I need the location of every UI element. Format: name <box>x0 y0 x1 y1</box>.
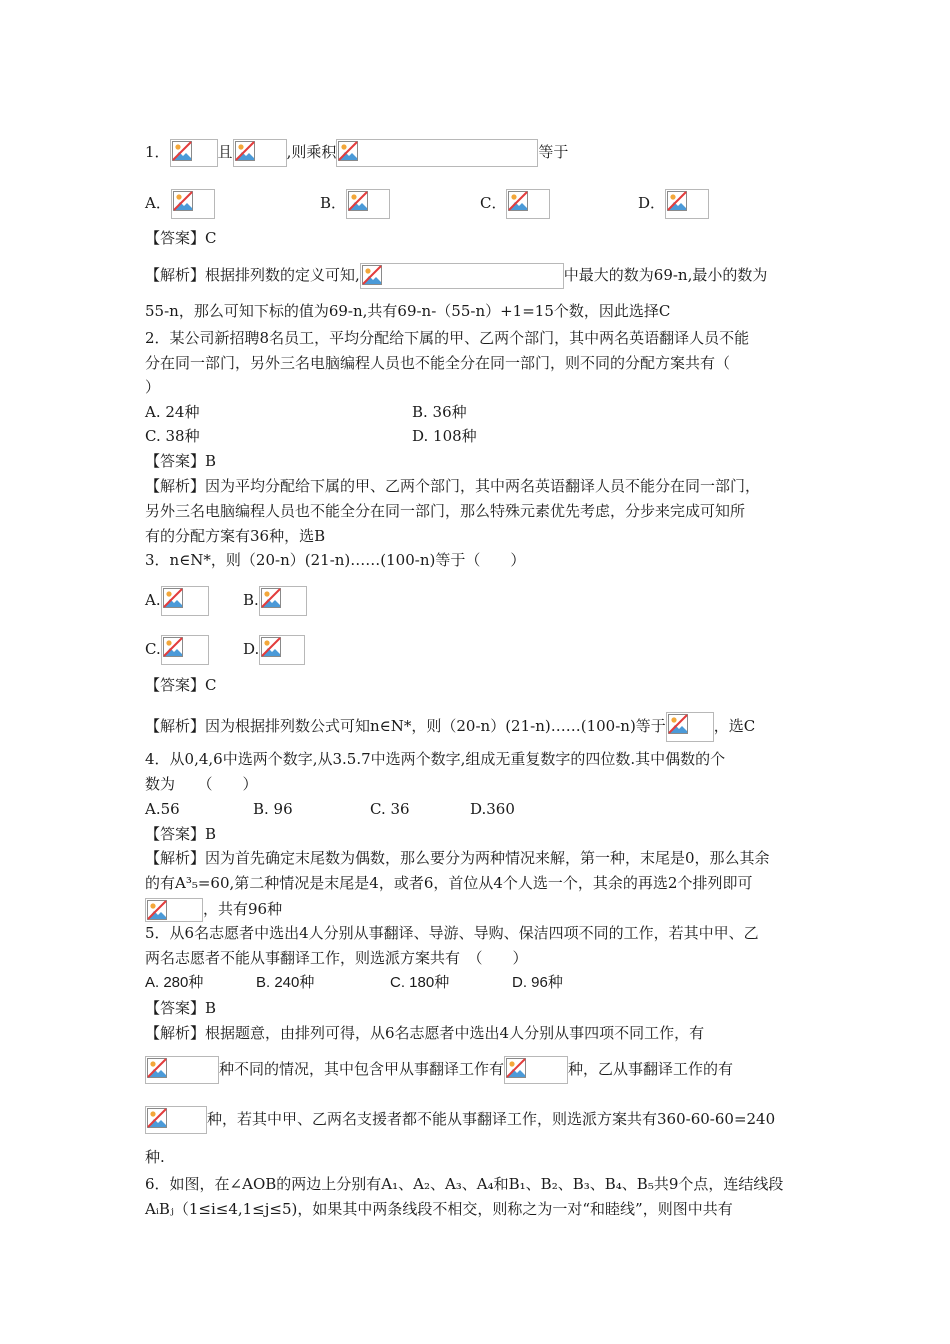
q4-answer: 【答案】B <box>145 825 217 843</box>
q1-number: 1． <box>145 143 170 161</box>
q2-stem-line2: 分在同一部门，另外三名电脑编程人员也不能全分在同一部门，则不同的分配方案共有（ <box>145 354 731 372</box>
formula-image <box>666 712 714 742</box>
q1-analysis-cont: 55-n，那么可知下标的值为69-n,共有69-n-（55-n）+1=15个数，因此选择C <box>145 302 671 320</box>
broken-image-icon <box>172 141 192 161</box>
q4-option-c: C. 36 <box>370 800 410 818</box>
broken-image-icon <box>362 265 382 285</box>
broken-image-icon <box>338 141 358 161</box>
q1-answer: 【答案】C <box>145 229 217 247</box>
q5-option-b: B. 240种 <box>256 974 315 991</box>
q2-analysis-line2: 另外三名电脑编程人员也不能全分在同一部门，那么特殊元素优先考虑，分步来完成可知所 <box>145 502 746 520</box>
formula-image <box>145 1106 207 1134</box>
formula-image <box>170 139 218 167</box>
formula-image <box>346 189 390 219</box>
q3-option-c: C. <box>145 635 209 665</box>
q2-option-a: A. 24种 <box>145 403 200 421</box>
formula-image <box>233 139 287 167</box>
q4-analysis-line3: ，共有96种 <box>145 898 282 922</box>
formula-image <box>504 1056 568 1084</box>
q1-option-c: C． <box>480 189 550 219</box>
formula-image <box>145 898 203 922</box>
q5-option-a: A. 280种 <box>145 974 204 991</box>
broken-image-icon <box>147 1108 167 1128</box>
q4-analysis-line1: 【解析】因为首先确定末尾数为偶数，那么要分为两种情况来解，第一种，末尾是0，那么其余 <box>145 849 770 867</box>
q2-analysis-line3: 有的分配方案有36种，选B <box>145 527 326 545</box>
q5-answer: 【答案】B <box>145 999 217 1017</box>
q1-option-a: A． <box>145 189 215 219</box>
q2-option-d: D. 108种 <box>412 427 477 445</box>
q6-stem-line2: AᵢBⱼ（1≤i≤4,1≤j≤5)，如果其中两条线段不相交，则称之为一对“和睦线”，则图中共有 <box>145 1200 733 1218</box>
q3-option-a: A. <box>145 586 209 616</box>
formula-image <box>336 139 538 167</box>
q2-answer: 【答案】B <box>145 452 217 470</box>
q1-analysis: 【解析】根据排列数的定义可知, 中最大的数为69-n,最小的数为 <box>145 263 767 289</box>
broken-image-icon <box>508 191 528 211</box>
formula-image <box>259 635 305 665</box>
broken-image-icon <box>348 191 368 211</box>
q3-option-b: B. <box>243 586 307 616</box>
q1-stem: 1． 且 ,则乘积 等于 <box>145 139 568 167</box>
broken-image-icon <box>667 191 687 211</box>
q6-stem-line1: 6．如图，在∠AOB的两边上分别有A₁、A₂、A₃、A₄和B₁、B₂、B₃、B₄、B₅共9个点，连结线段 <box>145 1175 784 1193</box>
q3-option-d: D. <box>243 635 305 665</box>
q2-option-c: C. 38种 <box>145 427 200 445</box>
q5-analysis-line4: 种. <box>145 1148 165 1166</box>
q5-analysis-line1: 【解析】根据题意，由排列可得，从6名志愿者中选出4人分别从事四项不同工作，有 <box>145 1024 705 1042</box>
formula-image <box>145 1056 219 1084</box>
broken-image-icon <box>163 637 183 657</box>
q4-analysis-line2: 的有A³₅=60,第二种情况是末尾是4，或者6，首位从4个人选一个，其余的再选2个排列即可 <box>145 874 753 892</box>
q3-answer: 【答案】C <box>145 676 217 694</box>
broken-image-icon <box>261 637 281 657</box>
formula-image <box>259 586 307 616</box>
q4-stem-line1: 4．从0,4,6中选两个数字,从3.5.7中选两个数字,组成无重复数字的四位数.其中偶数的个 <box>145 750 726 768</box>
q4-option-d: D.360 <box>470 800 515 818</box>
formula-image <box>360 263 564 289</box>
q2-stem-line3: ） <box>145 378 161 396</box>
q4-option-b: B. 96 <box>253 800 293 818</box>
q4-option-a: A.56 <box>145 800 180 818</box>
q3-stem: 3．n∈N*，则（20-n）(21-n)……(100-n)等于（ ） <box>145 551 526 569</box>
q2-analysis-line1: 【解析】因为平均分配给下属的甲、乙两个部门，其中两名英语翻译人员不能分在同一部门， <box>145 477 761 495</box>
q5-stem-line1: 5．从6名志愿者中选出4人分别从事翻译、导游、导购、保洁四项不同的工作，若其中甲、乙 <box>145 924 759 942</box>
q5-option-d: D. 96种 <box>512 974 563 991</box>
q5-option-c: C. 180种 <box>390 974 450 991</box>
q5-analysis-line2: 种不同的情况，其中包含甲从事翻译工作有 种，乙从事翻译工作的有 <box>145 1056 733 1084</box>
broken-image-icon <box>261 588 281 608</box>
broken-image-icon <box>235 141 255 161</box>
formula-image <box>665 189 709 219</box>
q2-stem-line1: 2．某公司新招聘8名员工，平均分配给下属的甲、乙两个部门，其中两名英语翻译人员不能 <box>145 329 750 347</box>
broken-image-icon <box>163 588 183 608</box>
q1-option-b: B． <box>320 189 390 219</box>
q5-analysis-line3: 种，若其中甲、乙两名支援者都不能从事翻译工作，则选派方案共有360-60-60=240 <box>145 1106 775 1134</box>
q1-option-d: D． <box>638 189 709 219</box>
q4-stem-line2: 数为 （ ） <box>145 775 258 793</box>
broken-image-icon <box>173 191 193 211</box>
formula-image <box>171 189 215 219</box>
broken-image-icon <box>147 900 167 920</box>
broken-image-icon <box>668 714 688 734</box>
broken-image-icon <box>147 1058 167 1078</box>
formula-image <box>161 586 209 616</box>
formula-image <box>506 189 550 219</box>
q5-stem-line2: 两名志愿者不能从事翻译工作，则选派方案共有 （ ） <box>145 949 528 967</box>
q3-analysis: 【解析】因为根据排列数公式可知n∈N*，则（20-n）(21-n)……(100-n)等于 ，选C <box>145 712 755 742</box>
broken-image-icon <box>506 1058 526 1078</box>
q2-option-b: B. 36种 <box>412 403 467 421</box>
formula-image <box>161 635 209 665</box>
